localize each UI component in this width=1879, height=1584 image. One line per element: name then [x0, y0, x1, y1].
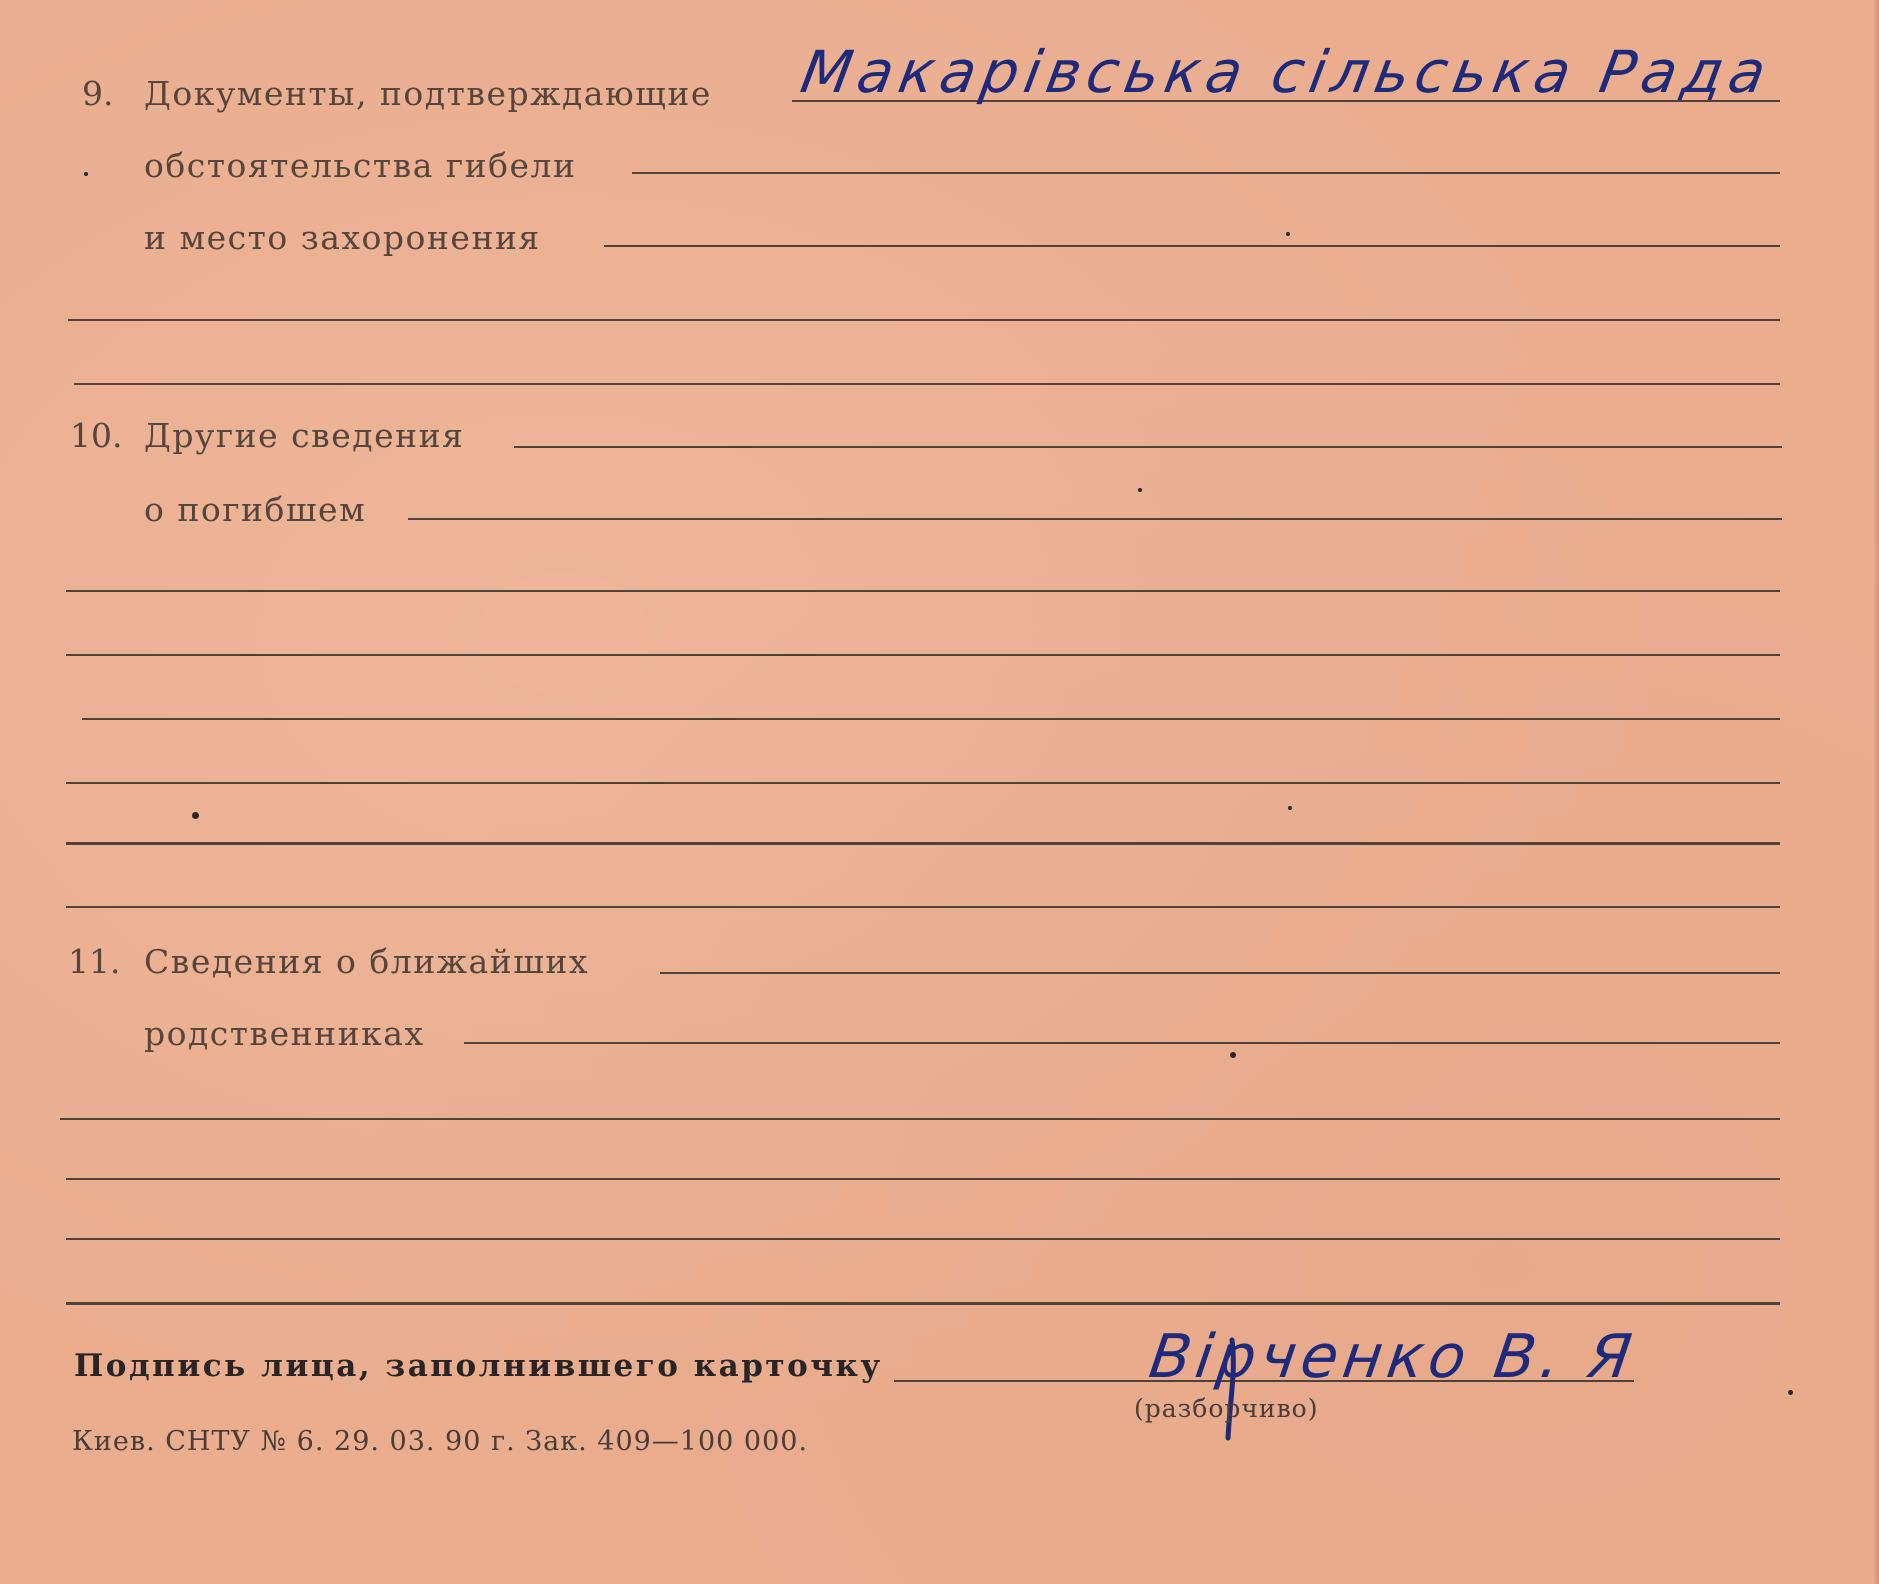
section-11-label-line2: родственниках: [144, 1014, 425, 1053]
section-10-rule-6: [66, 782, 1780, 784]
section-11-rule-1: [660, 972, 1780, 974]
signature-handwritten-name: Вірченко В. Я: [1145, 1322, 1641, 1392]
section-9-rule-2: [632, 172, 1780, 174]
print-imprint: Киев. СНТУ № 6. 29. 03. 90 г. Зак. 409—100 000.: [72, 1426, 809, 1457]
section-11-rule-5: [66, 1238, 1780, 1240]
section-10-rule-5: [82, 718, 1780, 720]
section-9-label-line2: обстоятельства гибели: [144, 146, 577, 185]
paper-speck: [1286, 232, 1290, 236]
signature-label: Подпись лица, заполнившего карточку: [74, 1348, 883, 1384]
section-9-handwritten-answer: Макарівська сільська Рада: [796, 38, 1777, 106]
paper-speck: [84, 172, 88, 176]
paper-speck: [1788, 1390, 1793, 1395]
section-11-rule-3: [60, 1118, 1780, 1120]
signature-hint: (разборчиво): [1134, 1394, 1319, 1423]
section-10-rule-3: [66, 590, 1780, 592]
paper-speck: [1138, 488, 1142, 492]
section-10-rule-4: [66, 654, 1780, 656]
section-11-rule-6: [66, 1302, 1780, 1305]
section-10-label-line1: Другие сведения: [144, 416, 465, 455]
section-11-rule-4: [66, 1178, 1780, 1180]
paper-speck: [1230, 1052, 1236, 1058]
section-11-rule-2: [464, 1042, 1780, 1044]
section-10-rule-7: [66, 842, 1780, 845]
section-10-rule-2: [408, 518, 1782, 520]
section-10-rule-1: [514, 446, 1782, 448]
paper-speck: [1288, 806, 1292, 810]
paper-speck: [192, 812, 199, 819]
section-11-number: 11.: [68, 942, 121, 981]
section-9-rule-5: [74, 383, 1780, 385]
section-10-rule-8: [66, 906, 1780, 908]
section-10-number: 10.: [70, 416, 123, 455]
section-9-label-line3: и место захоронения: [144, 218, 541, 257]
section-11-label-line1: Сведения о ближайших: [144, 942, 589, 981]
section-10-label-line2: о погибшем: [144, 490, 367, 529]
signature-stroke-icon: [1212, 1330, 1252, 1450]
section-9-label-line1: Документы, подтверждающие: [144, 74, 712, 113]
paper-edge-shadow: [1873, 0, 1879, 1584]
section-9-rule-3: [604, 245, 1780, 247]
section-9-rule-4: [68, 319, 1780, 321]
section-9-number: 9.: [82, 74, 114, 113]
